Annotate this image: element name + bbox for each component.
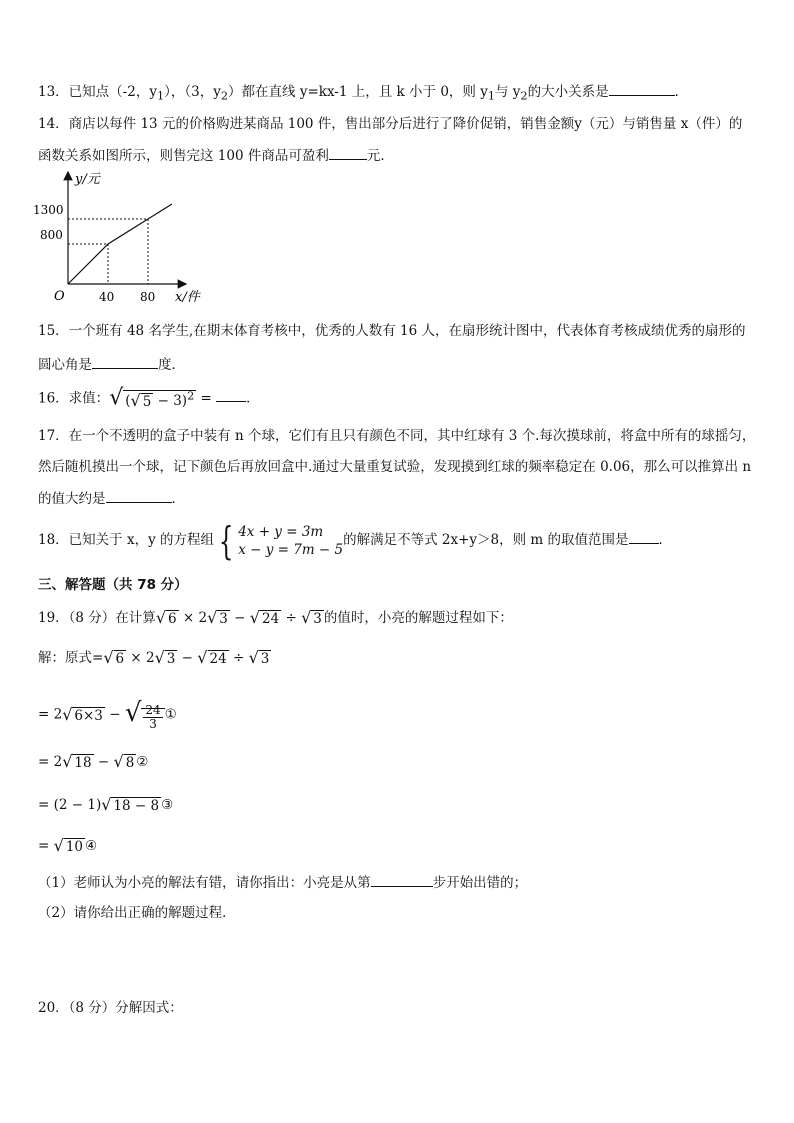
sub-question-2: （2）请你给出正确的解题过程． [38,905,236,921]
question-19-head: 19．（8 分）在计算√ 6 × 2√ 3 − √ 24 ÷ √ 3 的值时，小亮的解题过程如下： [38,608,513,627]
question-16: 16．求值：√ (√ 5 − 3)$^2$ = ． [38,385,260,411]
x-axis-label: x/件 [175,290,200,305]
answer-blank [629,529,659,544]
question-18: 18．已知关于 x，y 的方程组 { 4x + y = 3m x − y = 7m − 5 的解满足不等式 2x+y＞8，则 m 的取值范围是 ． [38,518,673,563]
question-14-line1: 14．商店以每件 13 元的价格购进某商品 100 件，售出部分后进行了降价促销，销售金额y（元）与销售量 x（件）的 [38,116,743,132]
question-15-line2: 圆心角是 度． [38,354,185,375]
brace: { [218,518,234,563]
question-14-line2: 函数关系如图所示，则售完这 100 件商品可盈利 元． [38,145,394,166]
outer-radical: √ (√ 5 − 3)$^2$ [109,385,195,411]
question-17-line2: 然后随机摸出一个球，记下颜色后再放回盒中.通过大量重复试验，发现摸到红球的频率稳定在 0.06，那么可以推算出 n [38,459,752,475]
step-2: = 2√ 18 − √ 8 ② [38,752,149,771]
question-20: 20．（8 分）分解因式： [38,1000,183,1016]
q14-function-graph [30,166,210,314]
y-tick-1300: 1300 [33,203,64,217]
answer-blank [371,872,433,887]
solution-line: 解：原式=√ 6 × 2√ 3 − √ 24 ÷ √ 3 [38,648,270,667]
answer-blank [216,387,246,402]
answer-blank [329,145,367,160]
question-17-line3: 的值大约是 ． [38,488,185,509]
answer-blank [106,488,172,503]
step-3: = (2 − 1)√ 18 − 8 ③ [38,795,174,814]
equation-system: 4x + y = 3m x − y = 7m − 5 [238,523,344,558]
y-axis-label: y/元 [75,172,100,187]
x-tick-80: 80 [140,290,156,304]
step-4: = √ 10 ④ [38,836,98,855]
y-tick-800: 800 [40,228,63,242]
question-17-line1: 17．在一个不透明的盒子中装有 n 个球，它们有且只有颜色不同，其中红球有 3 个.每次摸球前，将盒中所有的球摇匀， [38,428,756,444]
series-line [68,204,172,284]
section-heading: 三、解答题（共 78 分） [38,577,188,593]
x-tick-40: 40 [99,290,115,304]
step-1: = 2√ 6×3 − √ $\frac{24}{3}$ ① [38,698,177,731]
sub-question-1: （1）老师认为小亮的解法有错，请你指出：小亮是从第 步开始出错的； [38,872,527,893]
origin-label: O [54,289,65,304]
expression: √ 6 × 2√ 3 − √ 24 ÷ √ 3 [155,608,322,627]
question-15-line1: 15．一个班有 48 名学生,在期末体育考核中，优秀的人数有 16 人，在扇形统计图中，代表体育考核成绩优秀的扇形的 [38,323,746,339]
question-13: 13．已知点（-2，$y_1$），（3，$y_2$）都在直线 y=kx-1 上，且 k 小于 0，则 $y_1$与 $y_2$的大小关系是 ． [38,81,688,107]
inner-radical: √ 5 [130,390,152,410]
answer-blank [609,81,675,96]
answer-blank [92,354,158,369]
